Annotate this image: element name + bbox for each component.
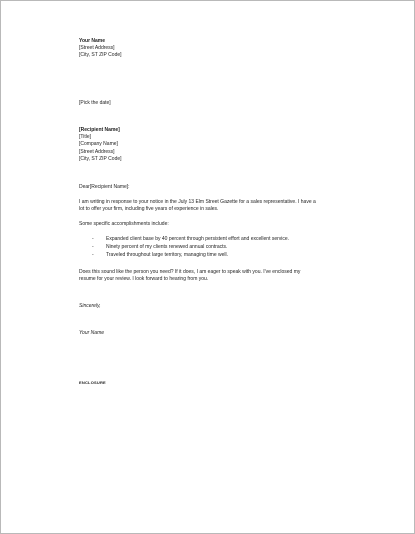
recipient-street: [Street Address] <box>79 149 115 155</box>
enclosure-label: ENCLOSURE <box>79 380 106 385</box>
accomplishments-list <box>92 236 290 259</box>
sender-street: [Street Address] <box>79 45 115 51</box>
sender-name: Your Name <box>79 38 106 44</box>
paragraph-1-line-2: lot to offer your firm, including five years of experience in sales. <box>79 206 219 212</box>
recipient-name: [Recipient Name] <box>79 127 120 133</box>
recipient-company: [Company Name] <box>79 141 118 147</box>
paragraph-3-line-1: Does this sound like the person you need? If it does, I am eager to speak with you. I've enclosed my <box>79 269 301 275</box>
salutation: Dear[Recipient Name]: <box>79 184 130 190</box>
list-item: - Traveled throughout large territory, managing time well. <box>92 252 229 259</box>
signature-name: Your Name <box>79 330 105 336</box>
letter-date: [Pick the date] <box>79 100 111 106</box>
recipient-city: [City, ST ZIP Code] <box>79 156 122 162</box>
list-item: - Ninety percent of my clients renewed annual contracts. <box>92 244 228 251</box>
sender-city: [City, ST ZIP Code] <box>79 52 122 58</box>
paragraph-3-line-2: resume for your review. I look forward to hearing from you. <box>79 276 209 282</box>
closing: Sincerely, <box>79 303 101 309</box>
paragraph-1-line-1: I am writing in response to your notice in the July 13 Elm Street Gazette for a sales representative. I have a <box>79 199 316 205</box>
recipient-title: [Title] <box>79 134 92 140</box>
accomplishments-intro: Some specific accomplishments include: <box>79 221 169 227</box>
list-item: - Expanded client base by 40 percent through persistent effort and excellent service. <box>92 236 290 242</box>
